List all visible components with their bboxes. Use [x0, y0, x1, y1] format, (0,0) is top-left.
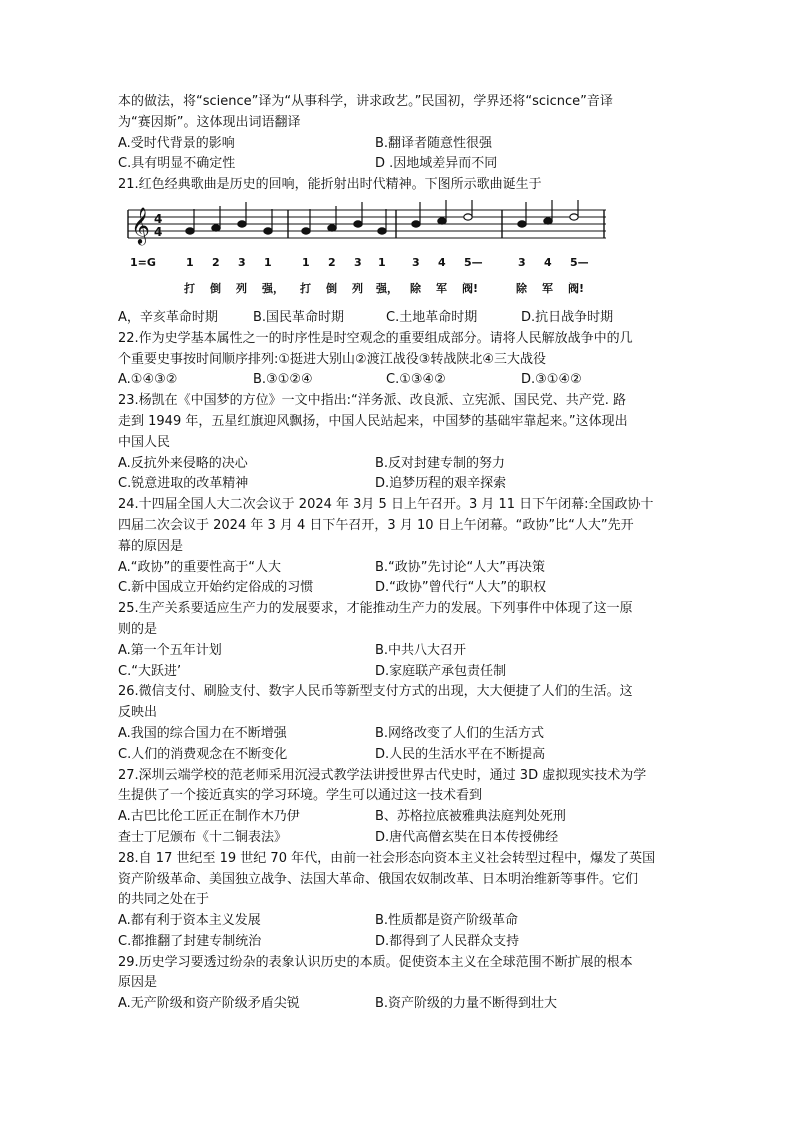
music-score: [118, 200, 678, 306]
lyric-char: 除: [516, 281, 527, 295]
q28-options-row: [118, 932, 678, 953]
q27-options-row: [118, 807, 678, 828]
q29-options-row: [118, 994, 678, 1015]
jianpu-number: 3: [412, 255, 420, 269]
jianpu-number: 4: [438, 255, 446, 269]
q27-option-a[interactable]: A.古巴比伦工匠正在制作木乃伊: [118, 809, 300, 825]
q24-stem: 24.十四届全国人大二次会议于 2024 年 3月 5 日上午召开。3 月 11 日下午闭幕:全国政协十: [118, 497, 654, 513]
q20-options-row: [118, 154, 678, 175]
q28-option-a[interactable]: A.都有利于资本主义发展: [118, 913, 261, 929]
q24-option-d[interactable]: D.“政协”曾代行“人大”的职权: [375, 580, 547, 596]
q22-stem: 个重要史事按时间顺序排列:①挺进大别山②渡江战役③转战陕北④三大战役: [118, 351, 546, 367]
q23-option-c[interactable]: C.锐意进取的改革精神: [118, 476, 249, 492]
time-signature-top: 4: [154, 211, 163, 226]
jianpu-number: 2: [212, 255, 220, 269]
passage-line: 为“赛因斯”。这体现出词语翻译: [118, 114, 301, 130]
q20-option-a[interactable]: A.受时代背景的影响: [118, 135, 235, 151]
q29-option-b[interactable]: B.资产阶级的力量不断得到壮大: [375, 996, 558, 1012]
lyric-char: 强，: [262, 281, 284, 295]
q23-stem: 23.杨凯在《中国梦的方位》一文中指出:“洋务派、改良派、立宪派、国民党、共产党. 路: [118, 393, 627, 409]
q24-option-b[interactable]: B.“政协”先讨论“人大”再决策: [375, 559, 545, 575]
q27-stem: 生提供了一个接近真实的学习环境。学生可以通过这一技术看到: [118, 788, 483, 804]
lyric-char: 打: [184, 281, 195, 295]
q28-option-d[interactable]: D.都得到了人民群众支持: [375, 933, 520, 949]
jianpu-number: 1: [302, 255, 310, 269]
q28-stem: 资产阶级革命、美国独立战争、法国大革命、俄国农奴制改革、日本明治维新等事件。它们: [118, 871, 639, 887]
q26-options-row: [118, 724, 678, 745]
q27-options-row: [118, 828, 678, 849]
lyric-char: 打: [300, 281, 311, 295]
jianpu-number: 4: [544, 255, 552, 269]
q23-options-row: [118, 474, 678, 495]
jianpu-number: 5—: [570, 255, 589, 269]
q27-stem: 27.深圳云端学校的范老师采用沉浸式教学法讲授世界古代史时，通过 3D 虚拟现实技术为学: [118, 767, 647, 783]
q22-options-row: [118, 370, 678, 391]
jianpu-number: 1: [264, 255, 272, 269]
q20-option-b[interactable]: B.翻译者随意性很强: [375, 135, 493, 151]
q21-option-a[interactable]: A，辛亥革命时期: [118, 309, 218, 325]
q25-option-b[interactable]: B.中共八大召开: [375, 642, 467, 658]
q23-option-d[interactable]: D.追梦历程的艰辛探索: [375, 476, 507, 492]
q25-options-row: [118, 641, 678, 662]
q25-options-row: [118, 662, 678, 683]
q22-option-d[interactable]: D.③①④②: [521, 372, 582, 388]
time-signature-bottom: 4: [154, 224, 163, 239]
jianpu-number: 5—: [464, 255, 483, 269]
q27-option-c[interactable]: 查士丁尼颁布《十二铜表法》: [118, 829, 288, 845]
q26-option-a[interactable]: A.我国的综合国力在不断增强: [118, 725, 287, 741]
q21-stem: 21.红色经典歌曲是历史的回响，能折射出时代精神。下图所示歌曲诞生于: [118, 177, 542, 193]
q25-stem: 25.生产关系要适应生产力的发展要求，才能推动生产力的发展。下列事件中体现了这一原: [118, 601, 633, 617]
passage-line: 本的做法，将“science”译为“从事科学，讲求政艺。”民国初，学界还将“scicnce”音译: [118, 94, 613, 109]
q24-options-row: [118, 558, 678, 579]
lyric-char: 军: [436, 281, 447, 295]
q28-stem: 28.自 17 世纪至 19 世纪 70 年代，由前一社会形态向资本主义社会转型过程中，爆发了英国: [118, 850, 656, 866]
q26-options-row: [118, 745, 678, 766]
lyric-char: 倒: [210, 281, 221, 295]
q29-option-a[interactable]: A.无产阶级和资产阶级矛盾尖锐: [118, 996, 300, 1012]
q22-option-c[interactable]: C.①③④②: [386, 372, 446, 388]
q23-options-row: [118, 454, 678, 475]
staff-notation: [118, 200, 608, 250]
lyric-char: 列: [352, 281, 363, 295]
jianpu-number: 2: [328, 255, 336, 269]
tonic-key: 1=G: [130, 255, 156, 269]
q29-stem: 原因是: [118, 975, 158, 991]
lyric-char: 军: [542, 281, 553, 295]
q25-option-c[interactable]: C.“大跃进’: [118, 663, 182, 679]
exam-page: [118, 92, 678, 1015]
jianpu-number: 3: [518, 255, 526, 269]
lyric-char: 除: [410, 281, 421, 295]
q22-stem: 22.作为史学基本属性之一的时序性是时空观念的重要组成部分。请将人民解放战争中的几: [118, 330, 633, 346]
q25-option-a[interactable]: A.第一个五年计划: [118, 642, 222, 658]
jianpu-number: 3: [238, 255, 246, 269]
q29-stem: 29.历史学习要透过纷杂的表象认识历史的本质。促使资本主义在全球范围不断扩展的根本: [118, 954, 633, 970]
lyric-char: 阀!: [462, 281, 479, 295]
q25-stem: 则的是: [118, 621, 158, 637]
q21-option-b[interactable]: B.国民革命时期: [253, 309, 345, 325]
q28-option-c[interactable]: C.都推翻了封建专制统治: [118, 933, 262, 949]
q28-options-row: [118, 911, 678, 932]
lyric-char: 强，: [376, 281, 398, 295]
q26-stem: 26.微信支付、刷脸支付、数字人民币等新型支付方式的出现，大大便捷了人们的生活。这: [118, 684, 633, 700]
treble-clef-icon: 𝄞: [131, 205, 150, 244]
q24-option-a[interactable]: A.“政协”的重要性高于“人大: [118, 559, 282, 575]
q21-option-c[interactable]: C.土地革命时期: [386, 309, 478, 325]
q26-stem: 反映出: [118, 705, 158, 721]
q27-option-d[interactable]: D.唐代高僧玄奘在日本传授佛经: [375, 829, 559, 845]
q22-option-a[interactable]: A.①④③②: [118, 372, 178, 388]
q24-option-c[interactable]: C.新中国成立开始约定俗成的习惯: [118, 580, 314, 596]
q28-stem: 的共同之处在于: [118, 892, 210, 908]
q20-option-c[interactable]: C.具有明显不确定性: [118, 156, 236, 172]
q23-stem: 中国人民: [118, 434, 171, 450]
q22-option-b[interactable]: B.③①②④: [253, 372, 313, 388]
q27-option-b[interactable]: B、苏格拉底被雅典法庭判处死刑: [375, 809, 566, 825]
q23-option-a[interactable]: A.反抗外来侵略的决心: [118, 455, 248, 471]
q28-option-b[interactable]: B.性质都是资产阶级革命: [375, 913, 519, 929]
q21-option-d[interactable]: D.抗日战争时期: [521, 309, 614, 325]
lyric-char: 倒: [326, 281, 337, 295]
q24-options-row: [118, 578, 678, 599]
q24-stem: 幕的原因是: [118, 538, 184, 554]
q20-options-row: [118, 134, 678, 155]
lyric-char: 列: [236, 281, 247, 295]
q26-option-b[interactable]: B.网络改变了人们的生活方式: [375, 725, 545, 741]
q26-option-c[interactable]: C.人们的消费观念在不断变化: [118, 746, 288, 762]
q25-option-d[interactable]: D.家庭联产承包责任制: [375, 663, 507, 679]
jianpu-number: 1: [378, 255, 386, 269]
q23-option-b[interactable]: B.反对封建专制的努力: [375, 455, 506, 471]
jianpu-number: 3: [354, 255, 362, 269]
q20-option-d[interactable]: D .因地域差异而不同: [375, 156, 498, 172]
jianpu-number: 1: [186, 255, 194, 269]
q24-stem: 四届二次会议于 2024 年 3 月 4 日下午召开，3 月 10 日上午闭幕。“政协”比“人大”先开: [118, 517, 634, 533]
q26-option-d[interactable]: D.人民的生活水平在不断提高: [375, 746, 546, 762]
lyric-char: 阀!: [568, 281, 585, 295]
q23-stem: 走到 1949 年，五星红旗迎风飘扬，中国人民站起来，中国梦的基础牢靠起来。”这体现出: [118, 413, 628, 429]
q21-options-row: [118, 308, 678, 329]
